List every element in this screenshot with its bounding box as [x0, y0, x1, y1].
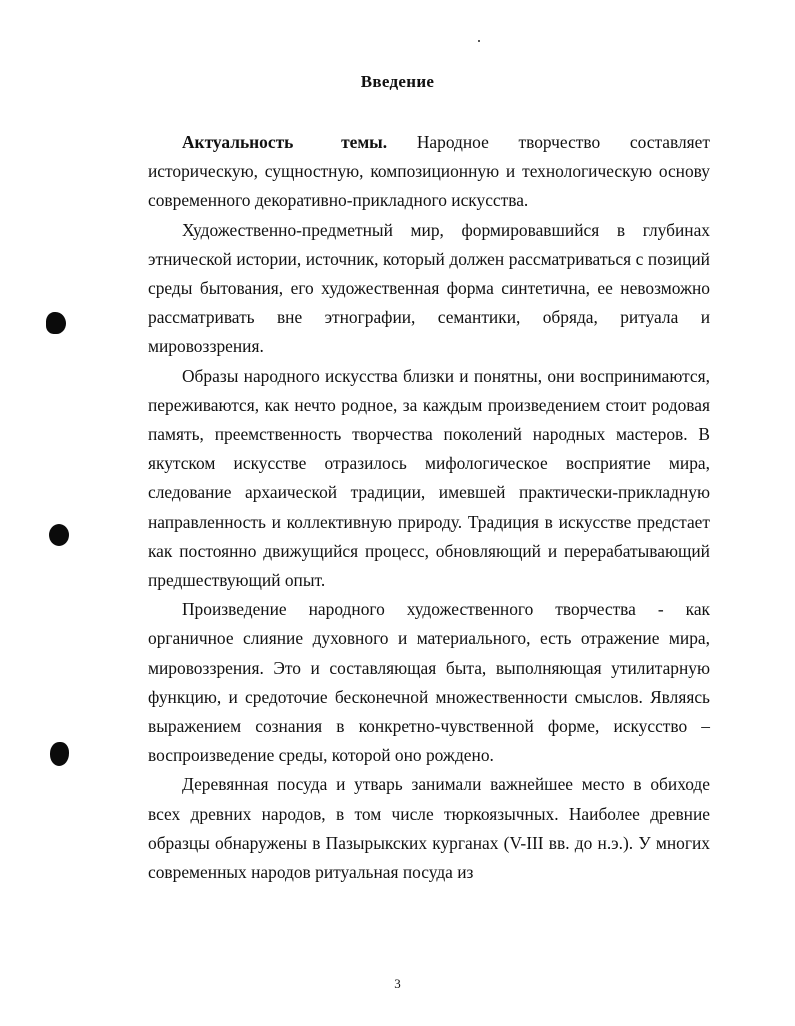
- paragraph: Образы народного искусства близки и понятны, они воспринимаются, переживаются, как нечто родное, за каждым произведением стоит родовая память, преемственность творчества поколений народных мастеров. В якутском искусстве отразилось мифологическое восприятие мира, следование архаической традиции, имевшей практически-прикладную направленность и коллективную природу. Традиция в искусстве предстает как постоянно движущийся процесс, обновляющий и перерабатывающий предшествующий опыт.: [148, 365, 710, 591]
- paragraph-relevance: [148, 128, 710, 216]
- page-number: 3: [394, 976, 401, 991]
- paragraph: Деревянная посуда и утварь занимали важнейшее место в обиходе всех древних народов, в том числе тюркоязычных. Наиболее древние образцы обнаружены в Пазырыкских курганах (V-III вв. до н.э.). У многих современных народов ритуальная посуда из: [148, 774, 710, 883]
- paragraph: Произведение народного художественного творчества - как органичное слияние духовного и материального, есть отражение мира, мировоззрения. Это и составляющая быта, выполняющая утилитарную функцию, и средоточие бесконечной множественности смыслов. Являясь выражением сознания в конкретно-чувственной форме, искусство – воспроизведение среды, которой оно рождено.: [148, 599, 710, 766]
- body-text: [148, 128, 710, 887]
- scan-speck: [478, 40, 480, 42]
- punch-hole-mark: [50, 742, 69, 766]
- punch-hole-mark: [46, 312, 66, 334]
- paragraph: Художественно-предметный мир, формировавшийся в глубинах этнической истории, источник, который должен рассматриваться с позиций среды бытования, его художественная форма синтетична, ее невозможно рассматривать вне этнографии, семантики, обряда, ритуала и мировоззрения.: [148, 219, 710, 357]
- paragraph-text: Народное творчество составляет историческую, сущностную, композиционную и технологическую основу современного декоративно-прикладного искусства.: [148, 132, 710, 211]
- paragraph-lead: Актуальность темы.: [182, 132, 388, 152]
- punch-hole-mark: [49, 524, 69, 546]
- page-title: Введение: [360, 72, 435, 91]
